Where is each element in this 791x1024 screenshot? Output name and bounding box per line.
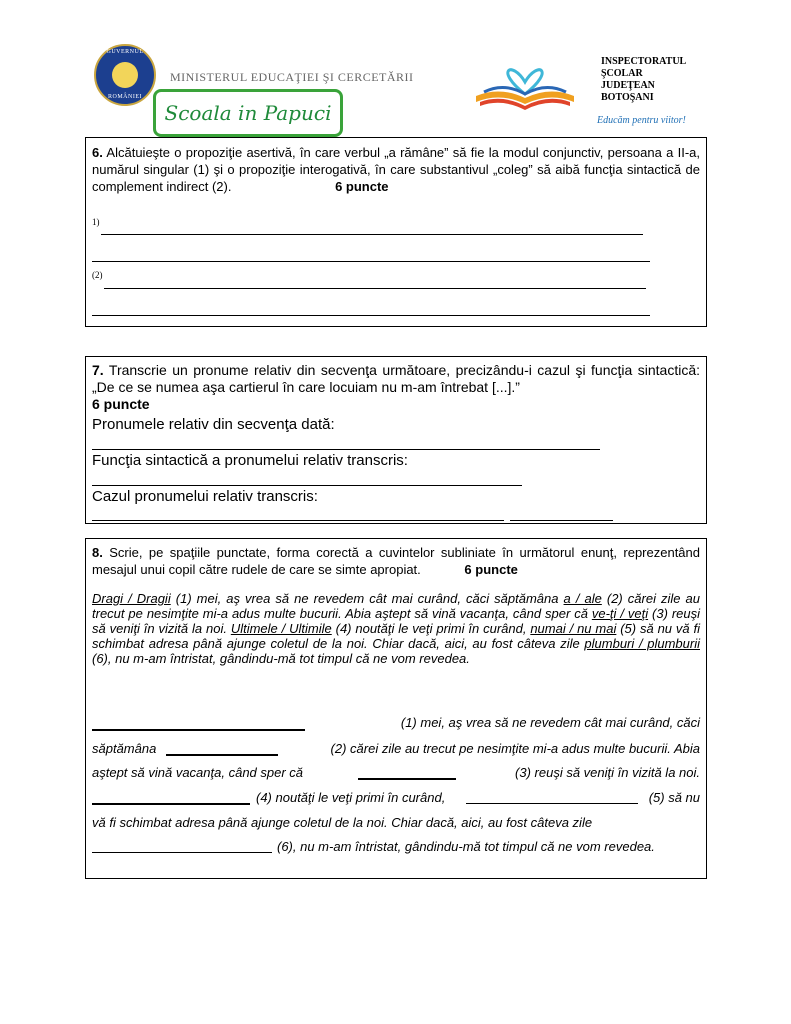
- answer-2-line-2[interactable]: [92, 315, 650, 316]
- program-logo: [153, 89, 343, 137]
- fill-text-9: (6), nu m-am întristat, gândindu-mă tot timpul că ne vom revedea.: [277, 839, 655, 854]
- question-7-text: 7. Transcrie un pronume relativ din secvenţa următoare, precizându-i cazul şi funcţia sintactică: „De ce se numea aşa cartierul în care locuiam nu m-am întrebat [...].” 6 puncte: [92, 362, 700, 412]
- fill-text-5: (3) reuşi să veniţi în vizită la noi.: [515, 765, 700, 780]
- syntactic-function-line[interactable]: [92, 485, 522, 486]
- seal-bottom-text: ROMÂNIEI: [108, 94, 142, 100]
- fill-text-4: aştept să vină vacanţa, când sper că: [92, 765, 304, 780]
- case-line[interactable]: [92, 520, 504, 521]
- question-6-text: 6. Alcătuieşte o propoziţie asertivă, în care verbul „a rămâne” să fie la modul conjunctiv, persoana a II-a, numărul singular (1) şi o propoziţie interogativă, în care substantivul „coleg” să aibă funcţia sintactică de complement indirect (2). 6 puncte: [92, 145, 700, 194]
- relative-pronoun-label: Pronumele relativ din secvenţa dată:: [92, 416, 335, 433]
- fill-text-6: (4) noutăţi le veţi primi în curând,: [256, 790, 446, 805]
- answer-2-label: (2): [92, 270, 103, 280]
- blank-4[interactable]: [92, 803, 250, 805]
- blank-6[interactable]: [92, 852, 272, 853]
- coat-of-arms-icon: [112, 62, 138, 88]
- inspectorate-name: INSPECTORATUL ŞCOLAR JUDEŢEAN BOTOŞANI: [601, 56, 687, 103]
- syntactic-function-label: Funcţia sintactică a pronumelui relativ transcris:: [92, 452, 408, 469]
- book-heart-logo-icon: [472, 52, 578, 112]
- answer-1-line-2[interactable]: [92, 261, 650, 262]
- answer-2-line[interactable]: [104, 288, 646, 289]
- blank-1[interactable]: [92, 729, 305, 731]
- case-label: Cazul pronumelui relativ transcris:: [92, 488, 318, 505]
- blank-2[interactable]: [166, 754, 278, 756]
- program-logo-text: Scoala in Papuci: [164, 101, 332, 125]
- blank-5[interactable]: [466, 803, 638, 804]
- ministry-name: MINISTERUL EDUCAŢIEI ŞI CERCETĂRII: [170, 70, 414, 84]
- relative-pronoun-line[interactable]: [92, 449, 600, 450]
- fill-text-8: vă fi schimbat adresa până ajunge coletul de la noi. Chiar dacă, aici, au fost câteva zile: [92, 815, 593, 830]
- fill-text-2: săptămâna: [92, 741, 157, 756]
- fill-text-7: (5) să nu: [648, 790, 700, 805]
- answer-1-line[interactable]: [101, 234, 643, 235]
- blank-3[interactable]: [358, 778, 456, 780]
- government-seal: [94, 44, 156, 106]
- fill-text-1: (1) mei, aş vrea să ne revedem cât mai curând, căci: [400, 715, 700, 730]
- fill-text-3: (2) cărei zile au trecut pe nesimţite mi-a adus multe bucurii. Abia: [330, 741, 700, 756]
- answer-1-label: 1): [92, 217, 100, 227]
- case-line-2[interactable]: [510, 520, 613, 521]
- question-8-passage: Dragi / Dragii (1) mei, aş vrea să ne revedem cât mai curând, căci săptămâna a / ale (2) cărei zile au trecut pe nesimţite mi-a adus multe bucurii. Abia aştept să vină vacanţa, când sper că ve-ţi / veţi (3) reuşi să veniţi în vizită la noi. Ultimele / Ultimile (4) noutăţi le veţi primi în curând, numai / nu mai (5) să nu vă fi schimbat adresa până ajunge coletul de la noi. Chiar dacă, aici, au fost câteva zile plumburi / plumburii (6), nu m-am întristat, gândindu-mă tot timpul că ne vom revedea.: [92, 591, 701, 666]
- seal-top-text: GUVERNUL: [106, 49, 144, 55]
- question-8-text: 8. Scrie, pe spaţiile punctate, forma corectă a cuvintelor subliniate în următorul enunţ, reprezentând mesajul unui copil către rudele de care se simte apropiat. 6 puncte: [92, 545, 700, 577]
- motto: Educăm pentru viitor!: [597, 115, 686, 126]
